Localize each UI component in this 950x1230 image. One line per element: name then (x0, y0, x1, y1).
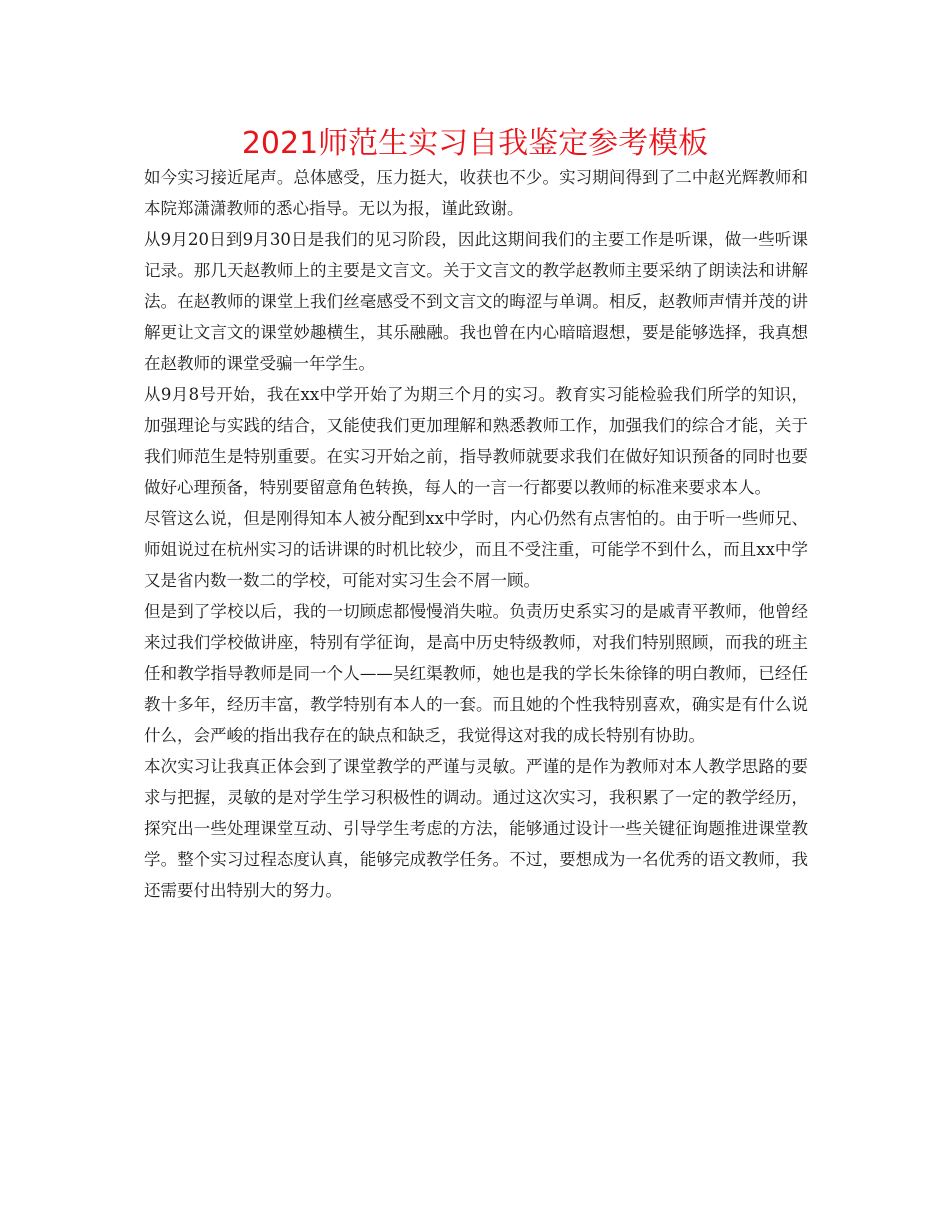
paragraph-6: 本次实习让我真正体会到了课堂教学的严谨与灵敏。严谨的是作为教师对本人教学思路的要求与把握，灵敏的是对学生学习积极性的调动。通过这次实习，我积累了一定的教学经历，探究出一些处理课堂互动、引导学生考虑的方法，能够通过设计一些关键征询题推进课堂教学。整个实习过程态度认真，能够完成教学任务。不过，要想成为一名优秀的语文教师，我还需要付出特别大的努力。 (144, 757, 808, 900)
paragraph-3: 从9月8号开始，我在xx中学开始了为期三个月的实习。教育实习能检验我们所学的知识，加强理论与实践的结合，又能使我们更加理解和熟悉教师工作，加强我们的综合才能，关于我们师范生是特别重要。在实习开始之前，指导教师就要求我们在做好知识预备的同时也要做好心理预备，特别要留意角色转换，每人的一言一行都要以教师的标准来要求本人。 (144, 385, 808, 497)
paragraph-5: 但是到了学校以后，我的一切顾虑都慢慢消失啦。负责历史系实习的是戚青平教师，他曾经来过我们学校做讲座，特别有学征询，是高中历史特级教师，对我们特别照顾，而我的班主任和教学指导教师是同一个人——吴红渠教师，她也是我的学长朱徐锋的明白教师，已经任教十多年，经历丰富，教学特别有本人的一套。而且她的个性我特别喜欢，确实是有什么说什么，会严峻的指出我存在的缺点和缺乏，我觉得这对我的成长特别有协助。 (144, 602, 808, 745)
document-title: 2021师范生实习自我鉴定参考模板 (241, 126, 709, 161)
paragraph-4: 尽管这么说，但是刚得知本人被分配到xx中学时，内心仍然有点害怕的。由于听一些师兄、师姐说过在杭州实习的话讲课的时机比较少，而且不受注重，可能学不到什么，而且xx中学又是省内数一数二的学校，可能对实习生会不屑一顾。 (144, 509, 808, 590)
document-body (144, 162, 808, 906)
paragraph-2: 从9月20日到9月30日是我们的见习阶段，因此这期间我们的主要工作是听课，做一些听课记录。那几天赵教师上的主要是文言文。关于文言文的教学赵教师主要采纳了朗读法和讲解法。在赵教师的课堂上我们丝毫感受不到文言文的晦涩与单调。相反，赵教师声情并茂的讲解更让文言文的课堂妙趣横生，其乐融融。我也曾在内心暗暗遐想，要是能够选择，我真想在赵教师的课堂受骗一年学生。 (144, 230, 808, 373)
paragraph-1: 如今实习接近尾声。总体感受，压力挺大，收获也不少。实习期间得到了二中赵光辉教师和本院郑潇潇教师的悉心指导。无以为报，谨此致谢。 (144, 168, 808, 218)
